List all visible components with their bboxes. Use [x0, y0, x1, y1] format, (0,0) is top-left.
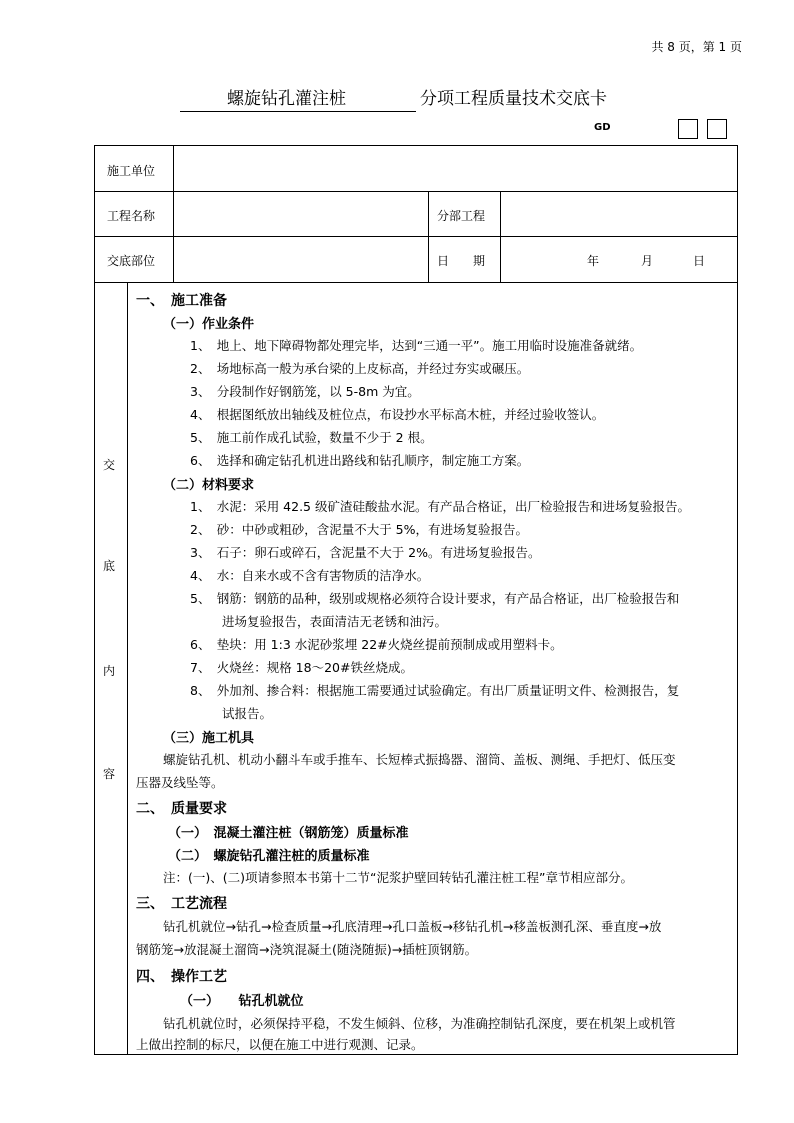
sub-project-label: 分部工程 — [437, 209, 486, 223]
list-item: 6、 垫块：用 1:3 水泥砂浆埋 22#火烧丝提前预制成或用塑料卡。 — [190, 637, 563, 652]
side-char: 交 — [103, 458, 116, 472]
day-label: 日 — [693, 254, 706, 268]
section-4-title: 四、 操作工艺 — [136, 969, 227, 985]
paragraph-line: 上做出控制的标尺，以便在施工中进行观测、记录。 — [136, 1037, 424, 1052]
col-divider — [500, 191, 501, 282]
date-label: 日 期 — [437, 254, 486, 268]
section-1-title: 一、 施工准备 — [136, 293, 227, 309]
section-2-note: 注：(一)、(二)项请参照本书第十二节“泥浆护壁回转钻孔灌注桩工程”章节相应部分。 — [163, 870, 633, 885]
code-box-1[interactable] — [678, 119, 698, 139]
list-item: 5、 钢筋：钢筋的品种，级别或规格必须符合设计要求，有产品合格证，出厂检验报告和 — [190, 591, 680, 606]
title-suffix: 分项工程质量技术交底卡 — [420, 89, 607, 109]
row-divider — [95, 282, 737, 283]
list-item: 3、 分段制作好钢筋笼，以 5-8m 为宜。 — [190, 384, 420, 399]
list-item: 6、 选择和确定钻孔机进出路线和钻孔顺序，制定施工方案。 — [190, 453, 530, 468]
paragraph-line: 钻孔机就位→钻孔→检查质量→孔底清理→孔口盖板→移钻孔机→移盖板测孔深、垂直度→放 — [163, 919, 662, 934]
list-item: 3、 石子：卵石或碎石，含泥量不大于 2%。有进场复验报告。 — [190, 545, 541, 560]
construction-unit-label: 施工单位 — [107, 164, 156, 178]
section-4-1-title: （一） 钻孔机就位 — [180, 994, 304, 1009]
project-name-title: 螺旋钻孔灌注桩 — [180, 88, 416, 112]
row-divider — [95, 236, 737, 237]
paragraph-line: 钢筋笼→放混凝土溜筒→浇筑混凝土(随浇随振)→插桩顶钢筋。 — [136, 942, 478, 957]
col-divider — [173, 146, 174, 282]
list-item: 4、 水：自来水或不含有害物质的洁净水。 — [190, 568, 430, 583]
section-3-title: 三、 工艺流程 — [136, 896, 227, 912]
side-char: 底 — [103, 559, 116, 573]
document-code: GD — [594, 122, 611, 133]
list-item: 2、 砂：中砂或粗砂，含泥量不大于 5%，有进场复验报告。 — [190, 522, 529, 537]
section-2-1-title: （一） 混凝土灌注桩（钢筋笼）质量标准 — [168, 826, 409, 841]
col-divider — [428, 191, 429, 282]
list-item: 5、 施工前作成孔试验，数量不少于 2 根。 — [190, 430, 433, 445]
row-divider — [95, 191, 737, 192]
paragraph-line: 钻孔机就位时，必须保持平稳，不发生倾斜、位移，为准确控制钻孔深度，要在机架上或机管 — [163, 1016, 676, 1031]
month-label: 月 — [641, 254, 654, 268]
document-title — [180, 88, 660, 114]
section-1-3-title: （三）施工机具 — [163, 731, 255, 746]
list-item-continued: 试报告。 — [222, 706, 273, 721]
list-item: 7、 火烧丝：规格 18～20#铁丝烧成。 — [190, 660, 413, 675]
col-divider — [127, 282, 128, 1054]
list-item: 4、 根据图纸放出轴线及桩位点，布设抄水平标高木桩，并经过验收签认。 — [190, 407, 605, 422]
list-item-continued: 进场复验报告，表面清洁无老锈和油污。 — [222, 614, 448, 629]
side-char: 容 — [103, 767, 116, 781]
list-item: 2、 场地标高一般为承台梁的上皮标高，并经过夯实或碾压。 — [190, 361, 530, 376]
section-1-2-title: （二）材料要求 — [163, 478, 255, 493]
section-2-2-title: （二） 螺旋钻孔灌注桩的质量标准 — [168, 849, 370, 864]
list-item: 1、 水泥：采用 42.5 级矿渣硅酸盐水泥。有产品合格证，出厂检验报告和进场复验报告。 — [190, 499, 690, 514]
year-label: 年 — [587, 254, 600, 268]
side-char: 内 — [103, 664, 116, 678]
project-name-label: 工程名称 — [107, 209, 156, 223]
page-indicator: 共 8 页，第 1 页 — [651, 40, 742, 54]
handover-part-label: 交底部位 — [107, 254, 156, 268]
paragraph-line: 压器及线坠等。 — [136, 775, 224, 790]
section-2-title: 二、 质量要求 — [136, 801, 227, 817]
section-1-1-title: （一）作业条件 — [163, 317, 255, 332]
paragraph-line: 螺旋钻孔机、机动小翻斗车或手推车、长短棒式振捣器、溜筒、盖板、测绳、手把灯、低压变 — [163, 752, 676, 767]
list-item: 8、 外加剂、掺合料：根据施工需要通过试验确定。有出厂质量证明文件、检测报告，复 — [190, 683, 680, 698]
code-box-2[interactable] — [707, 119, 727, 139]
list-item: 1、 地上、地下障碍物都处理完毕，达到“三通一平”。施工用临时设施准备就绪。 — [190, 338, 643, 353]
